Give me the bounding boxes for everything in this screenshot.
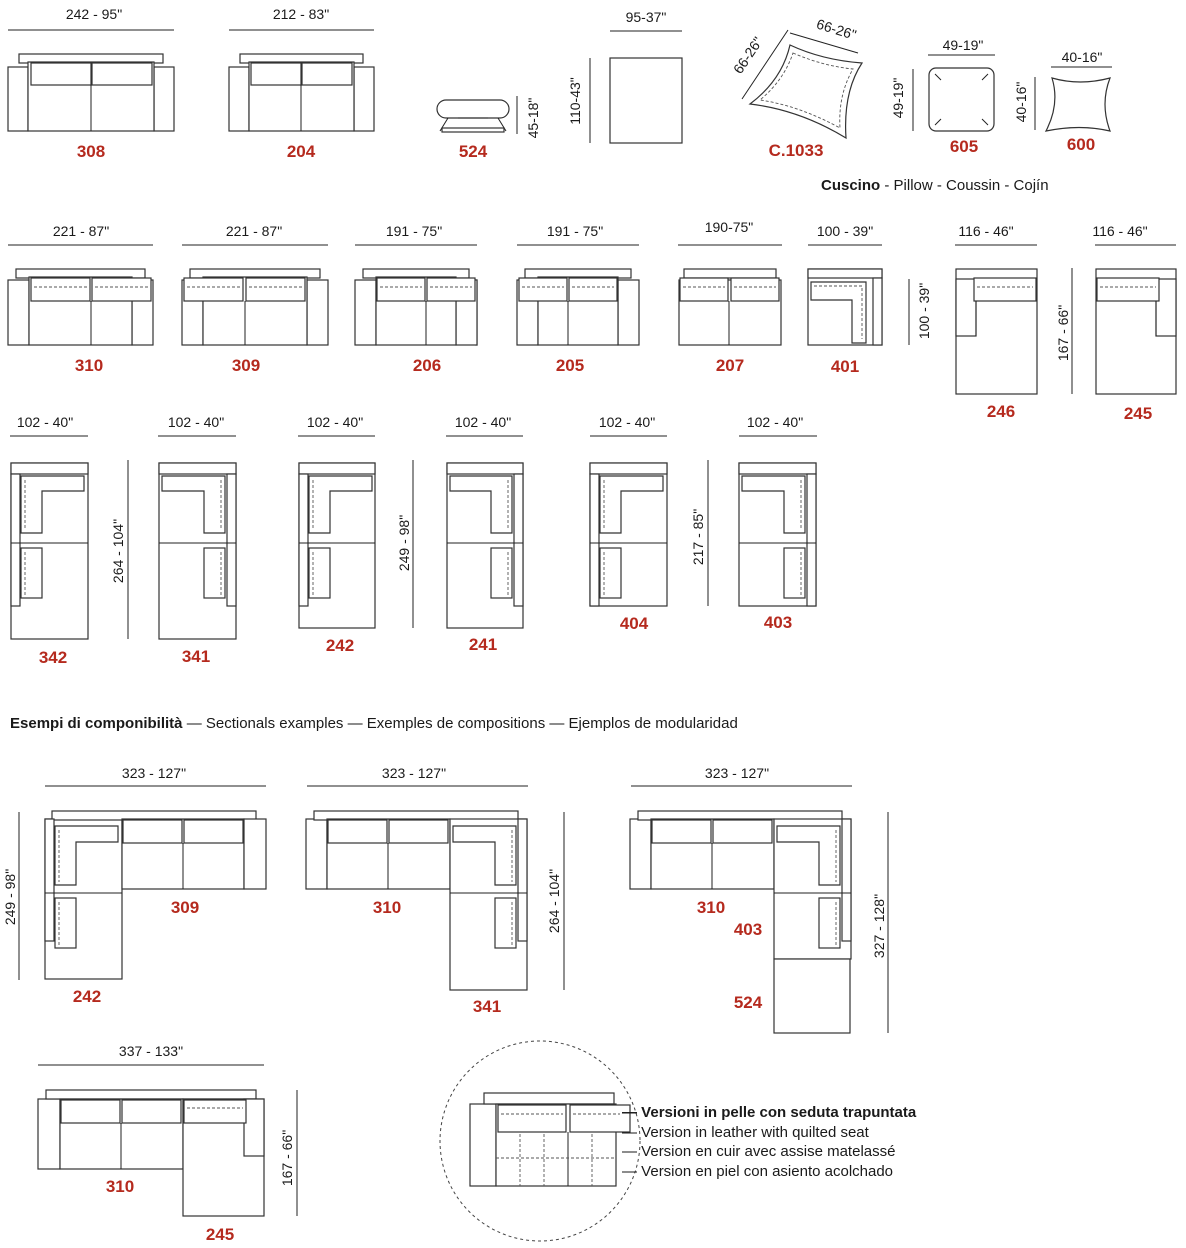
example-1 xyxy=(2,765,266,1006)
width-label: 191 - 75" xyxy=(546,223,604,239)
module-401 xyxy=(808,223,932,376)
sectionals-caption-rest: — Sectionals examples — Exemples de compositions — Ejemplos de modularidad xyxy=(182,715,738,732)
model-code: 241 xyxy=(468,635,498,654)
example-3 xyxy=(630,765,888,1033)
width-label: 102 - 40" xyxy=(306,414,364,430)
width-label: 40-16" xyxy=(1061,49,1103,65)
model-code: 308 xyxy=(76,142,106,161)
model-code: 204 xyxy=(286,142,316,161)
module-245 xyxy=(1055,223,1176,423)
module-310 xyxy=(8,223,153,375)
width-label: 95-37" xyxy=(625,9,667,25)
height-label: 249 - 98" xyxy=(2,868,18,926)
module-204 xyxy=(229,6,374,161)
height-label: 45-18" xyxy=(525,97,541,139)
module-342 xyxy=(10,414,128,667)
model-code: 246 xyxy=(986,402,1016,421)
pillow-600 xyxy=(1013,49,1112,154)
model-code: 242 xyxy=(325,636,355,655)
module-241 xyxy=(446,414,523,654)
model-code: 403 xyxy=(733,920,763,939)
width-label: 190-75" xyxy=(704,219,754,235)
model-code: 524 xyxy=(733,993,763,1012)
module-404 xyxy=(590,414,708,633)
model-code: 242 xyxy=(72,987,102,1006)
width-label: 102 - 40" xyxy=(598,414,656,430)
height-label: 264 - 104" xyxy=(110,518,126,584)
width-label: 116 - 46" xyxy=(1092,223,1148,239)
width-label: 102 - 40" xyxy=(16,414,74,430)
quilted-note: — Versioni in pelle con seduta trapuntata xyxy=(622,1103,916,1123)
width-label: 221 - 87" xyxy=(225,223,283,239)
height-label: 66-26" xyxy=(729,33,766,77)
width-label: 323 - 127" xyxy=(121,765,187,781)
pillow-605 xyxy=(890,37,995,156)
height-label: 167 - 66" xyxy=(1055,304,1071,362)
module-524 xyxy=(437,96,541,161)
height-label: 167 - 66" xyxy=(279,1129,295,1187)
module-309 xyxy=(182,223,328,375)
height-label: 217 - 85" xyxy=(690,508,706,566)
model-code: 403 xyxy=(763,613,793,632)
height-label: 40-16" xyxy=(1013,81,1029,123)
module-246 xyxy=(955,223,1037,421)
sectionals-caption-bold: Esempi di componibilità xyxy=(10,715,183,732)
module-205 xyxy=(517,223,639,375)
module-403 xyxy=(739,414,817,632)
model-code: 401 xyxy=(830,357,860,376)
module-308 xyxy=(8,6,174,161)
module-341 xyxy=(158,414,236,666)
width-label: 221 - 87" xyxy=(52,223,110,239)
width-label: 49-19" xyxy=(942,37,984,53)
quilted-notes xyxy=(622,1103,916,1181)
module-207 xyxy=(678,219,782,375)
model-code: 310 xyxy=(105,1177,135,1196)
sectionals-caption xyxy=(10,715,738,732)
pillow-caption-rest: - Pillow - Coussin - Cojín xyxy=(880,177,1049,194)
model-code: 310 xyxy=(372,898,402,917)
model-code: 207 xyxy=(715,356,745,375)
module-242 xyxy=(298,414,413,655)
model-code: 205 xyxy=(555,356,585,375)
module-524-top xyxy=(567,9,682,143)
pillow-caption xyxy=(821,177,1049,194)
model-code: 600 xyxy=(1066,135,1096,154)
height-label: 264 - 104" xyxy=(546,868,562,934)
model-code: 310 xyxy=(696,898,726,917)
width-label: 100 - 39" xyxy=(816,223,874,239)
width-label: 242 - 95" xyxy=(65,6,123,22)
model-code: 309 xyxy=(170,898,200,917)
model-code: 404 xyxy=(619,614,649,633)
quilted-note: — Version en piel con asiento acolchado xyxy=(622,1162,916,1182)
model-code: 309 xyxy=(231,356,261,375)
module-206 xyxy=(355,223,477,375)
quilted-note: — Version en cuir avec assise matelassé xyxy=(622,1142,916,1162)
pillow-caption-bold: Cuscino xyxy=(821,177,881,194)
width-label: 191 - 75" xyxy=(385,223,443,239)
example-2 xyxy=(306,765,564,1016)
example-4 xyxy=(38,1043,297,1244)
quilted-note: — Version in leather with quilted seat xyxy=(622,1123,916,1143)
width-label: 102 - 40" xyxy=(167,414,225,430)
model-code: 605 xyxy=(949,137,979,156)
model-code: 342 xyxy=(38,648,68,667)
model-code: 341 xyxy=(472,997,502,1016)
pillow-c1033 xyxy=(730,16,862,160)
width-label: 102 - 40" xyxy=(454,414,512,430)
model-code: 524 xyxy=(458,142,488,161)
height-label: 249 - 98" xyxy=(396,514,412,572)
width-label: 323 - 127" xyxy=(381,765,447,781)
width-label: 323 - 127" xyxy=(704,765,770,781)
width-label: 337 - 133" xyxy=(118,1043,184,1059)
width-label: 212 - 83" xyxy=(272,6,330,22)
model-code: 341 xyxy=(181,647,211,666)
model-code: C.1033 xyxy=(768,141,824,160)
model-code: 310 xyxy=(74,356,104,375)
quilted-detail xyxy=(440,1041,640,1241)
width-label: 102 - 40" xyxy=(746,414,804,430)
width-label: 66-26" xyxy=(814,15,859,43)
width-label: 116 - 46" xyxy=(958,223,1014,239)
model-code: 245 xyxy=(1123,404,1153,423)
model-code: 206 xyxy=(412,356,442,375)
height-label: 327 - 128" xyxy=(871,893,887,959)
model-code: 245 xyxy=(205,1225,235,1244)
height-label: 100 - 39" xyxy=(916,282,932,340)
height-label: 110-43" xyxy=(567,77,583,125)
height-label: 49-19" xyxy=(890,77,906,119)
